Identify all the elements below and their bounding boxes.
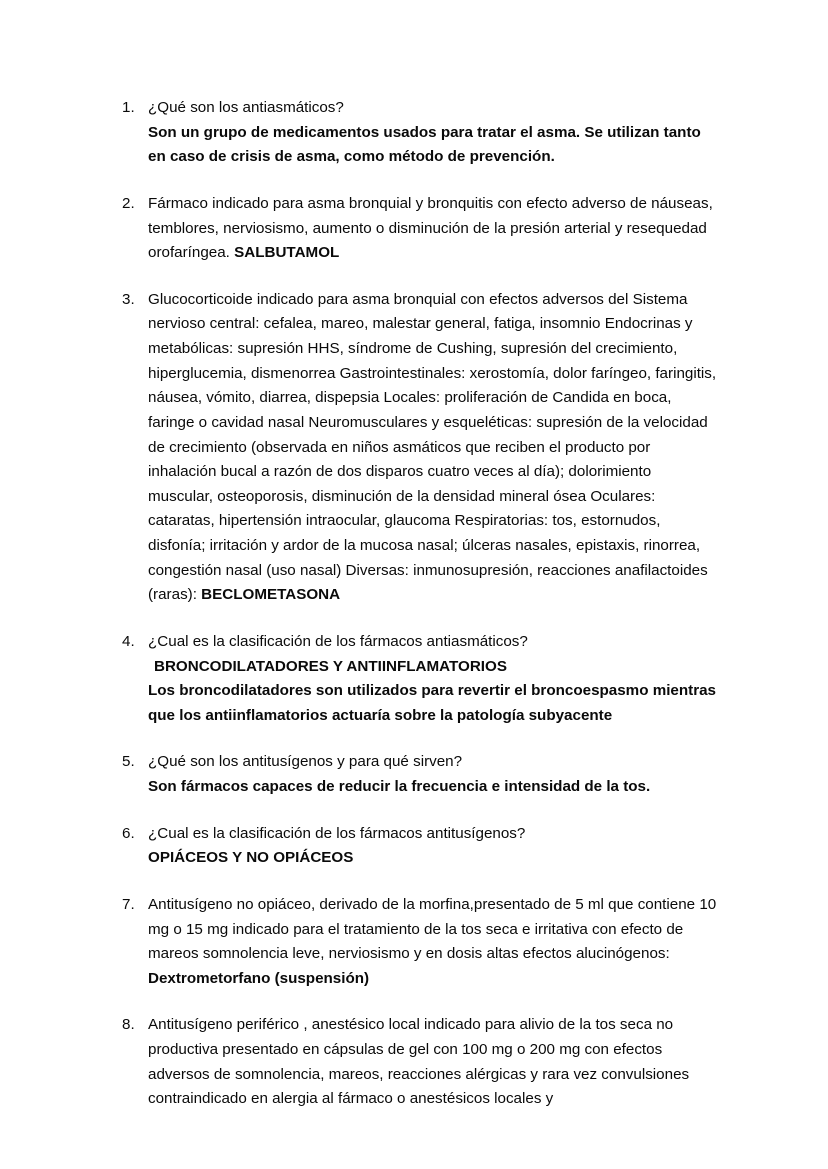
- answer-drug-name: BECLOMETASONA: [201, 586, 341, 604]
- question-text: ¿Cual es la clasificación de los fármacos antiasmáticos?: [148, 632, 528, 650]
- question-answer-list: [122, 96, 720, 1112]
- list-item: [122, 192, 720, 266]
- answer-text: Son fármacos capaces de reducir la frecuencia e intensidad de la tos.: [148, 778, 651, 795]
- question-text: Glucocorticoide indicado para asma bronquial con efectos adversos del Sistema nervioso central: cefalea, mareo, malestar general, fatiga, insomnio Endocrinas y metabólicas: supresión HHS, síndrome de Cushing, supresión del crecimiento, hiperglucemia, dismenorrea Gastrointestinales: xerostomía, dolor faríngeo, faringitis, náusea, vómito, diarrea, dispepsia Locales: proliferación de Candida en boca, faringe o cavidad nasal Neuromusculares y esqueléticas: supresión de la velocidad de crecimiento (observada en niños asmáticos que reciben el producto por inhalación bucal a razón de dos disparos cuatro veces al día); dolorimiento muscular, osteoporosis, disminución de la densidad mineral ósea Oculares: cataratas, hipertensión intraocular, glaucoma Respiratorias: tos, estornudos, disfonía; irritación y ardor de la mucosa nasal; úlceras nasales, epistaxis, rinorrea, congestión nasal (uso nasal) Diversas: inmunosupresión, reacciones anafilactoides (raras):: [148, 290, 717, 604]
- answer-text: OPIÁCEOS Y NO OPIÁCEOS: [148, 849, 354, 867]
- list-item-number: 1.: [122, 99, 135, 116]
- list-item-number: 3.: [122, 290, 135, 308]
- list-item-number: 6.: [122, 824, 135, 842]
- question-text: Antitusígeno periférico , anestésico local indicado para alivio de la tos seca no productiva presentado en cápsulas de gel con 100 mg o 200 mg con efectos adversos de somnolencia, mareos, reacciones alérgicas y rara vez convulsiones contraindicado en alergia al fármaco o anestésicos locales y: [148, 1016, 690, 1108]
- answer-text: Los broncodilatadores son utilizados para revertir el broncoespasmo mientras que los antiinflamatorios actuaría sobre la patología subyacente: [148, 682, 716, 724]
- answer-drug-name: SALBUTAMOL: [234, 244, 340, 262]
- list-item-number: 7.: [122, 895, 135, 913]
- list-item-number: 5.: [122, 753, 135, 771]
- list-item: [122, 822, 720, 871]
- list-item: [122, 893, 720, 992]
- list-item-number: 2.: [122, 194, 135, 212]
- list-item: [122, 750, 720, 799]
- answer-heading: BRONCODILATADORES Y ANTIINFLAMATORIOS: [154, 657, 507, 675]
- question-text: Fármaco indicado para asma bronquial y bronquitis con efecto adverso de náuseas, temblores, nerviosismo, aumento o disminución de la presión arterial y resequedad orofaríngea.: [148, 194, 713, 262]
- list-item: [122, 1013, 720, 1112]
- list-item: [122, 288, 720, 608]
- question-text: ¿Cual es la clasificación de los fármacos antitusígenos?: [148, 824, 526, 842]
- answer-text: Son un grupo de medicamentos usados para tratar el asma. Se utilizan tanto en caso de crisis de asma, como método de prevención.: [148, 123, 701, 166]
- list-item: [122, 96, 720, 170]
- list-item-number: 8.: [122, 1016, 135, 1034]
- list-item-number: 4.: [122, 632, 135, 650]
- question-text: Antitusígeno no opiáceo, derivado de la morfina,presentado de 5 ml que contiene 10 mg o 15 mg indicado para el tratamiento de la tos seca e irritativa con efecto de mareos somnolencia leve, nerviosismo y en dosis altas efectos alucinógenos:: [148, 895, 717, 963]
- question-text: ¿Qué son los antitusígenos y para qué sirven?: [148, 753, 463, 771]
- answer-drug-name: Dextrometorfano (suspensión): [148, 969, 370, 987]
- list-item: [122, 630, 720, 729]
- question-text: ¿Qué son los antiasmáticos?: [148, 99, 344, 116]
